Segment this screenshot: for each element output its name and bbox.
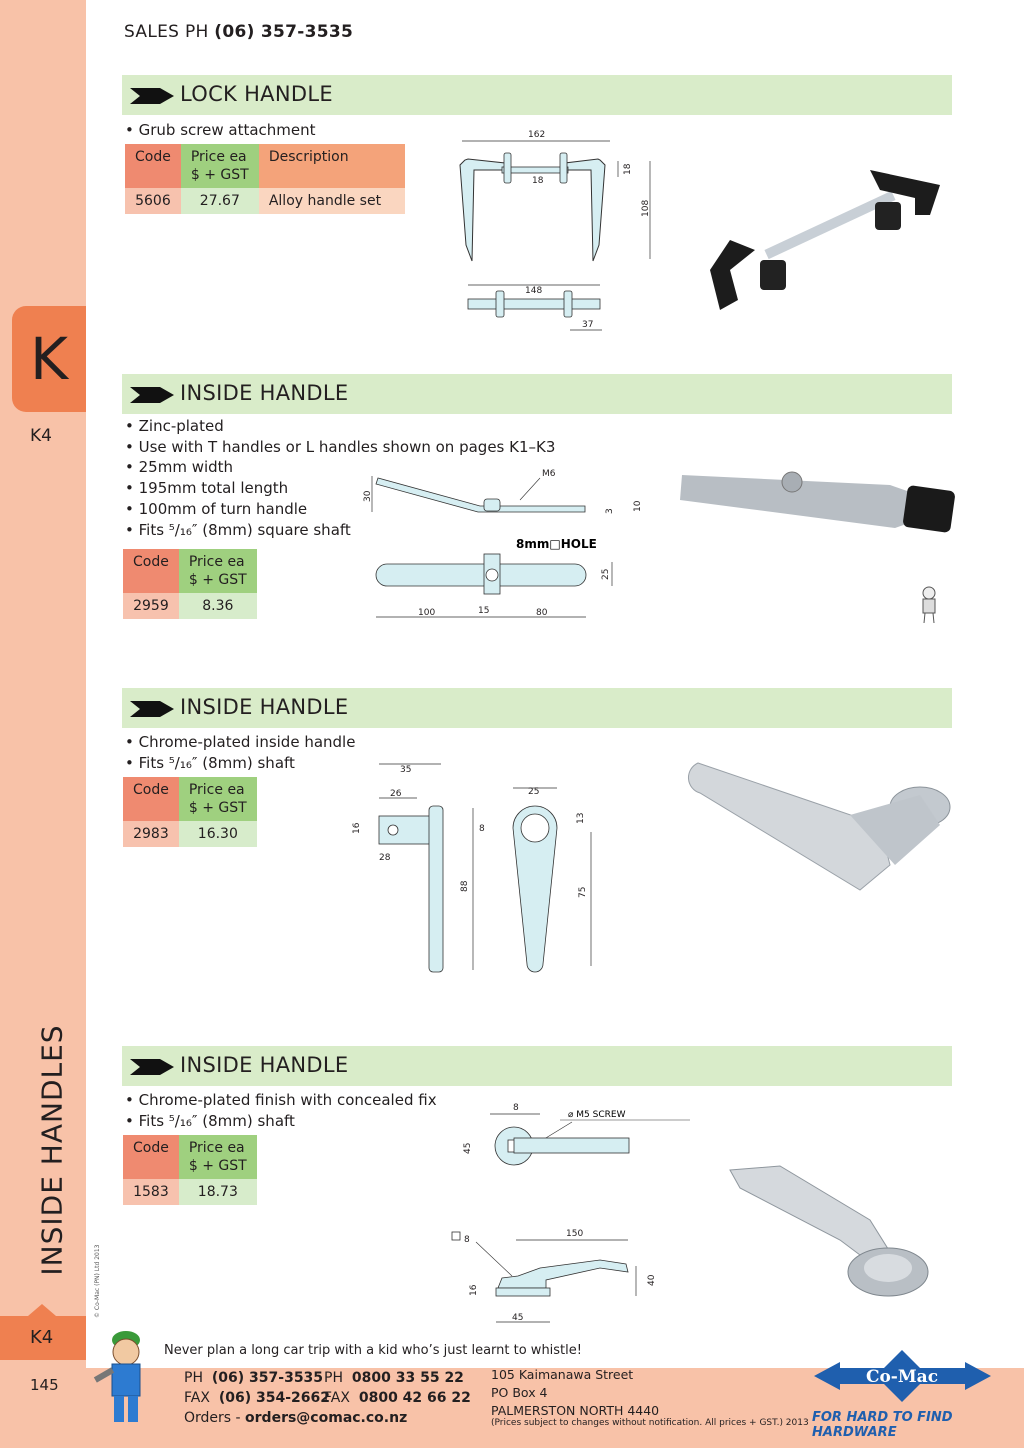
product-description: Alloy handle set <box>259 188 405 214</box>
dim-label: 8 <box>513 1103 519 1113</box>
feature-item: • Grub screw attachment <box>125 120 316 141</box>
col-description-header: Description <box>259 144 405 188</box>
tagline: Never plan a long car trip with a kid who’s just learnt to whistle! <box>164 1343 582 1358</box>
product-code: 2983 <box>123 821 179 847</box>
zinc-handle-diagram <box>350 462 660 632</box>
feature-item: • Fits ⁵/₁₆″ (8mm) shaft <box>125 1111 437 1132</box>
concealed-handle-photo <box>720 1160 960 1310</box>
footer-contact-local: PH (06) 357-3535 FAX (06) 354-2662 Orders - orders@comac.co.nz <box>184 1370 408 1426</box>
feature-item: • Use with T handles or L handles shown on pages K1–K3 <box>125 437 555 458</box>
lock-handle-diagram <box>450 125 665 340</box>
col-code-header: Code <box>123 1135 179 1179</box>
dim-label: 8 <box>479 824 485 834</box>
product-price: 18.73 <box>179 1179 257 1205</box>
chrome-handle-diagram <box>345 758 615 980</box>
orders-email-link[interactable]: orders@comac.co.nz <box>245 1410 408 1426</box>
arrow-bullet-icon <box>130 1059 174 1075</box>
arrow-bullet-icon <box>130 88 174 104</box>
dim-label: 28 <box>379 853 391 863</box>
product-code: 1583 <box>123 1179 179 1205</box>
dim-label: 16 <box>469 1284 479 1296</box>
feature-item: • 100mm of turn handle <box>125 499 555 520</box>
feature-list <box>125 120 316 141</box>
feature-item: • 195mm total length <box>125 478 555 499</box>
lock-handle-photo <box>700 160 950 320</box>
dim-label: 16 <box>352 822 362 834</box>
dim-label: 88 <box>460 880 470 892</box>
feature-item: • Zinc-plated <box>125 416 555 437</box>
dim-label: 13 <box>576 812 586 824</box>
dim-label: 18 <box>623 163 633 175</box>
chrome-handle-photo <box>680 755 955 905</box>
dim-label: 25 <box>528 787 540 797</box>
product-price: 16.30 <box>179 821 257 847</box>
price-table <box>123 549 257 619</box>
section-title: INSIDE HANDLE <box>180 381 349 405</box>
price-note: (Prices subject to changes without notification. All prices + GST.) 2013 <box>491 1418 809 1428</box>
section-title: INSIDE HANDLE <box>180 1053 349 1077</box>
m5-screw-label: ⌀ M5 SCREW <box>568 1110 626 1120</box>
product-code: 5606 <box>125 188 181 214</box>
page-code-top: K4 <box>30 426 52 446</box>
col-code-header: Code <box>123 777 179 821</box>
dim-label: 25 <box>601 568 611 580</box>
col-price-header: Price ea $ + GST <box>179 1135 257 1179</box>
dim-label: M6 <box>542 469 556 479</box>
feature-item: • Chrome-plated inside handle <box>125 732 355 753</box>
square-shaft-icon <box>452 1232 460 1240</box>
dim-label: 26 <box>390 789 402 799</box>
product-price: 8.36 <box>179 593 257 619</box>
dim-label: 30 <box>363 490 373 502</box>
dim-label: 148 <box>525 286 543 296</box>
zinc-handle-photo <box>680 460 955 540</box>
product-code: 2959 <box>123 593 179 619</box>
price-table <box>123 1135 257 1205</box>
dim-label: 8 <box>464 1235 470 1245</box>
section-title: INSIDE HANDLE <box>180 695 349 719</box>
feature-item: • Fits ⁵/₁₆″ (8mm) square shaft <box>125 520 555 541</box>
sales-phone: SALES PH (06) 357-3535 <box>124 22 354 42</box>
dim-label: 75 <box>578 886 588 898</box>
price-table <box>123 777 257 847</box>
arrow-bullet-icon <box>130 701 174 717</box>
section-header-inside-handle-concealed <box>122 1046 952 1086</box>
page-code-bottom: K4 <box>30 1327 54 1348</box>
section-header-inside-handle-zinc <box>122 374 952 414</box>
col-code-header: Code <box>125 144 181 188</box>
dim-label: 35 <box>400 765 412 775</box>
section-header-lock-handle <box>122 75 952 115</box>
category-title: INSIDE HANDLES <box>35 1024 69 1276</box>
col-price-header: Price ea $ + GST <box>181 144 259 188</box>
feature-list <box>125 732 355 773</box>
price-table <box>125 144 405 214</box>
feature-item: • Fits ⁵/₁₆″ (8mm) shaft <box>125 753 355 774</box>
dim-label: 40 <box>647 1274 657 1286</box>
dim-label: 18 <box>532 176 544 186</box>
col-code-header: Code <box>123 549 179 593</box>
product-price: 27.67 <box>181 188 259 214</box>
feature-item: • 25mm width <box>125 457 555 478</box>
mechanic-mascot-icon <box>915 585 943 625</box>
footer-address: 105 Kaimanawa Street PO Box 4 PALMERSTON NORTH 4440 <box>491 1367 660 1418</box>
feature-list <box>125 1090 437 1131</box>
dim-label: 162 <box>528 130 546 140</box>
dim-label: 100 <box>418 608 436 618</box>
comac-logo <box>810 1348 995 1404</box>
dim-label: 45 <box>512 1313 524 1323</box>
section-title: LOCK HANDLE <box>180 82 333 106</box>
mechanic-mascot-icon <box>92 1328 160 1428</box>
slogan: FOR HARD TO FIND HARDWARE <box>812 1410 953 1440</box>
page-number: 145 <box>30 1376 59 1394</box>
section-letter: K <box>30 325 69 393</box>
svg-text:Co-Mac: Co-Mac <box>865 1367 939 1387</box>
feature-item: • Chrome-plated finish with concealed fix <box>125 1090 437 1111</box>
hole-label: 8mm□HOLE <box>516 537 597 551</box>
dim-label: 15 <box>478 606 490 616</box>
section-header-inside-handle-chrome <box>122 688 952 728</box>
dim-label: 108 <box>641 199 651 217</box>
concealed-handle-diagram <box>450 1100 700 1330</box>
dim-label: 10 <box>633 500 643 512</box>
col-price-header: Price ea $ + GST <box>179 549 257 593</box>
footer-contact-freephone: PH 0800 33 55 22 FAX 0800 42 66 22 <box>324 1370 471 1406</box>
dim-label: 80 <box>536 608 548 618</box>
copyright: © Co-Mac (PN) Ltd 2013 <box>94 1244 101 1318</box>
arrow-bullet-icon <box>130 387 174 403</box>
dim-label: 37 <box>582 320 594 330</box>
dim-label: 3 <box>605 508 615 514</box>
dim-label: 150 <box>566 1229 584 1239</box>
dim-label: 45 <box>463 1142 473 1154</box>
col-price-header: Price ea $ + GST <box>179 777 257 821</box>
